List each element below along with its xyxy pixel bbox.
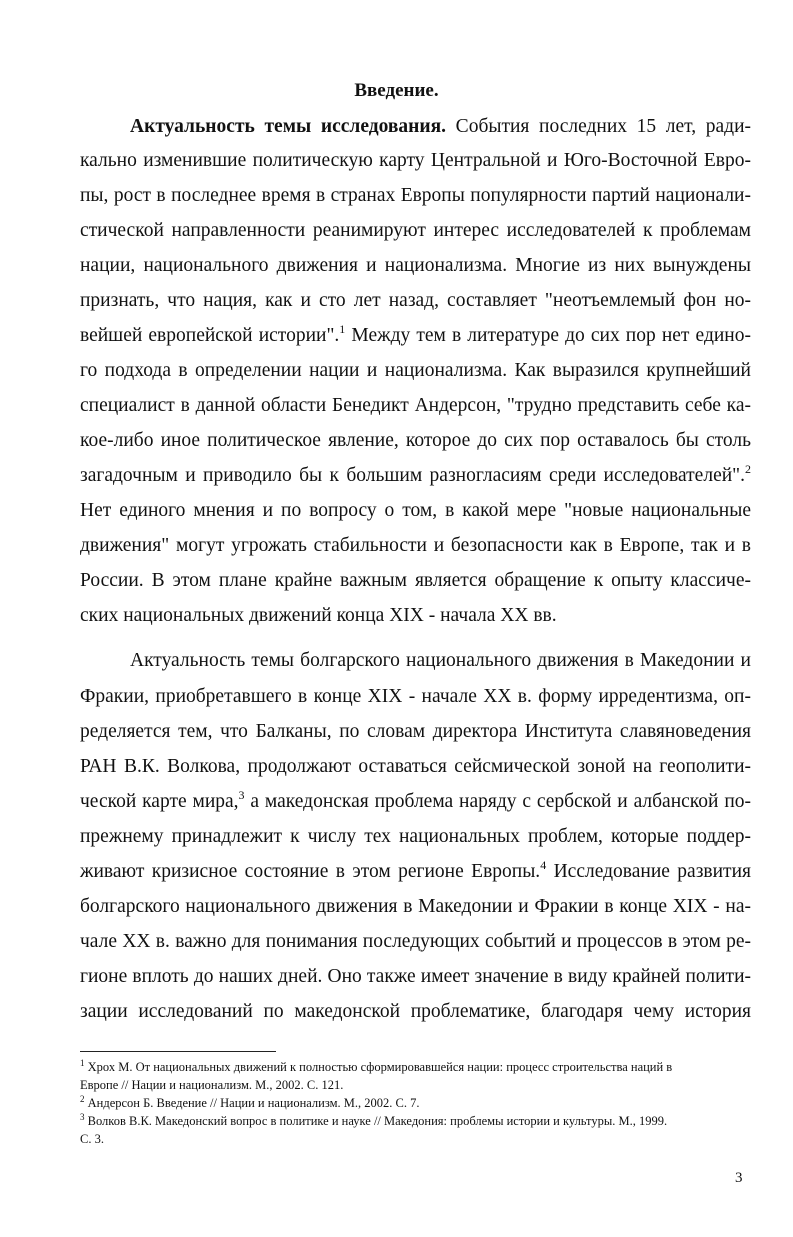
footnote-3-continued: С. 3.	[80, 1132, 104, 1146]
footnote-mark-2: 2	[745, 462, 751, 476]
paragraph-2-line-2: Фракии, приобретавшего в конце XIX - начале XX в. форму ирредентизма, оп-	[80, 686, 751, 707]
paragraph-1-line-8: го подхода в определении нации и национализма. Как выразился крупнейший	[80, 360, 751, 381]
footnote-1-continued: Европе // Нации и национализм. М., 2002. С. 121.	[80, 1078, 344, 1092]
paragraph-2-line-9: чале XX в. важно для понимания последующих событий и процессов в этом ре-	[80, 931, 751, 952]
paragraph-1-line-3: пы, рост в последнее время в странах Европы популярности партий национали-	[80, 185, 751, 206]
footnote-3: $^3$ Волков В.К. Македонский вопрос в политике и науке // Македония: проблемы истории и культуры. М., 1999.	[80, 1112, 668, 1128]
paragraph-1-line-6: признать, что нация, как и сто лет назад, составляет "неотъемлемый фон но-	[80, 290, 751, 311]
paragraph-1-line-13: движения" могут угрожать стабильности и безопасности как в Европе, так и в	[80, 535, 751, 556]
paragraph-2-line-4: РАН В.К. Волкова, продолжают оставаться сейсмической зоной на геополити-	[80, 756, 751, 777]
paragraph-1-line-11: загадочным и приводило бы к большим разногласиям среди исследователей".$^2$	[80, 462, 751, 486]
paragraph-2-line-3: ределяется тем, что Балканы, по словам директора Института славяноведения	[80, 721, 751, 742]
paragraph-2-line-7: живают кризисное состояние в этом регионе Европы.$^4$ Исследование развития	[80, 858, 751, 882]
paragraph-1-line-12: Нет единого мнения и по вопросу о том, в какой мере "новые национальные	[80, 500, 751, 521]
footnote-separator	[80, 1051, 276, 1052]
footnote-2: $^2$ Андерсон Б. Введение // Нации и национализм. М., 2002. С. 7.	[80, 1094, 420, 1110]
paragraph-1-line-7: вейшей европейской истории".$^1$ Между тем в литературе до сих пор нет едино-	[80, 322, 751, 346]
page-title: Введение.	[354, 80, 439, 101]
paragraph-2-line-11: зации исследований по македонской проблематике, благодаря чему история	[80, 1001, 751, 1022]
paragraph-2-line-8: болгарского национального движения в Македонии и Фракии в конце XIX - на-	[80, 896, 751, 917]
paragraph-1-line-5: нации, национального движения и национализма. Многие из них вынуждены	[80, 255, 751, 276]
paragraph-2-line-5: ческой карте мира,$^3$ а македонская проблема наряду с сербской и албанской по-	[80, 788, 751, 812]
page-number: 3	[735, 1170, 743, 1186]
footnote-mark-1: 1	[339, 322, 346, 336]
paragraph-2-line-10: гионе вплоть до наших дней. Оно также имеет значение в виду крайней полити-	[80, 966, 751, 987]
footnote-mark-3: 3	[238, 788, 245, 802]
paragraph-1-line-1: Актуальность темы исследования. События последних 15 лет, ради-	[130, 116, 752, 137]
paragraph-1-line-10: кое-либо иное политическое явление, которое до сих пор оставалось бы столь	[80, 430, 751, 451]
footnote-mark-4: 4	[540, 858, 547, 872]
paragraph-1-line-14: России. В этом плане крайне важным является обращение к опыту классиче-	[80, 570, 751, 591]
paragraph-1-line-4: стической направленности реанимируют интерес исследователей к проблемам	[80, 220, 751, 241]
paragraph-2-line-1: Актуальность темы болгарского национального движения в Македонии и	[130, 650, 751, 671]
footnote-1: $^1$ Хрох М. От национальных движений к полностью сформировавшейся нации: процесс строительства наций в	[80, 1058, 673, 1074]
paragraph-1-line-2: кально изменившие политическую карту Центральной и Юго-Восточной Евро-	[80, 150, 751, 171]
paragraph-2-line-6: прежнему принадлежит к числу тех национальных проблем, которые поддер-	[80, 826, 751, 847]
paragraph-1-line-9: специалист в данной области Бенедикт Андерсон, "трудно представить себе ка-	[80, 395, 751, 416]
lead-phrase: Актуальность темы исследования.	[130, 116, 447, 137]
paragraph-1-line-15: ских национальных движений конца XIX - начала XX вв.	[80, 605, 557, 626]
